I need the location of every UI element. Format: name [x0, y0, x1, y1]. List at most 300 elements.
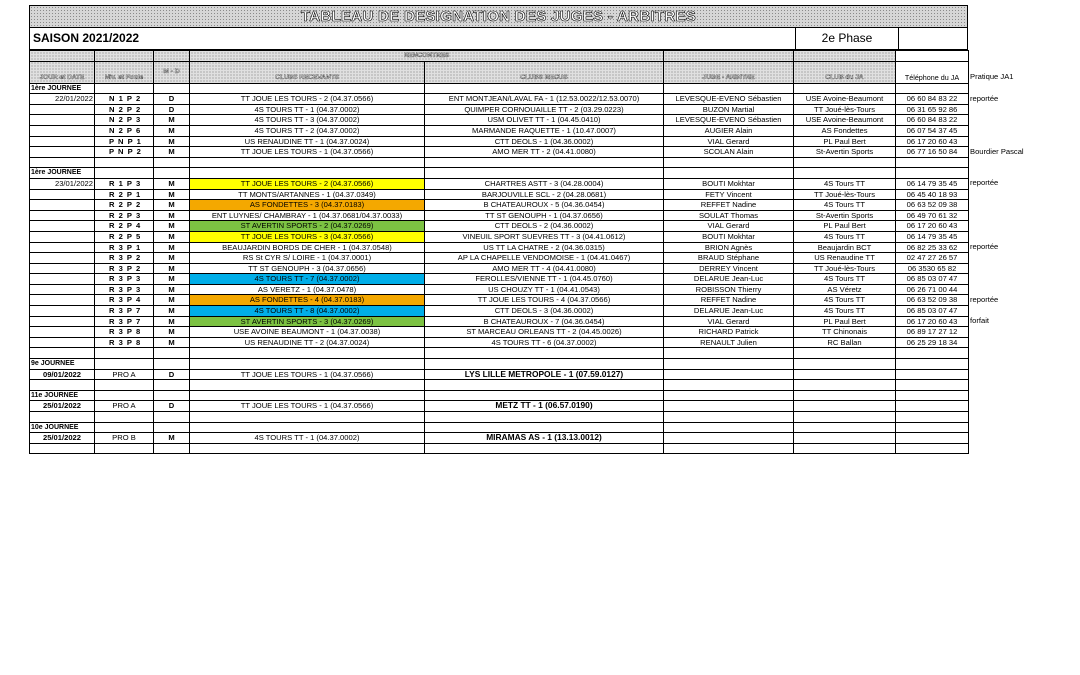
- judge-club-cell: [794, 369, 896, 380]
- empty-cell: [30, 348, 95, 359]
- away-club-cell: ST MARCEAU ORLEANS TT - 2 (04.45.0026): [425, 327, 664, 338]
- niveau-poule-cell: PRO B: [95, 433, 154, 444]
- home-club-cell: USE AVOINE BEAUMONT - 1 (04.37.0038): [190, 327, 425, 338]
- empty-cell: [794, 443, 896, 454]
- md-cell: M: [154, 295, 190, 306]
- empty-cell: [794, 83, 896, 94]
- md-cell: M: [154, 136, 190, 147]
- away-club-cell: B CHATEAUROUX - 7 (04.36.0454): [425, 316, 664, 327]
- date-cell: [30, 337, 95, 348]
- md-cell: M: [154, 210, 190, 221]
- match-row: [30, 231, 969, 242]
- niveau-poule-cell: R 3 P 8: [95, 337, 154, 348]
- empty-cell: [154, 157, 190, 168]
- empty-cell: [664, 412, 794, 423]
- home-club-cell: TT MONTS/ARTANNES - 1 (04.37.0349): [190, 189, 425, 200]
- empty-cell: [425, 422, 664, 433]
- empty-cell: [794, 157, 896, 168]
- match-row: [30, 221, 969, 232]
- md-cell: M: [154, 337, 190, 348]
- niveau-poule-cell: R 2 P 5: [95, 231, 154, 242]
- header-clubs-recevants: CLUBS RECEVANTS: [190, 61, 425, 83]
- empty-cell: [154, 390, 190, 401]
- header-row: [30, 61, 969, 83]
- home-club-cell: 4S TOURS TT - 2 (04.37.0002): [190, 125, 425, 136]
- phone-cell: 06 26 71 00 44: [896, 284, 969, 295]
- home-club-cell: US RENAUDINE TT - 1 (04.37.0024): [190, 136, 425, 147]
- judge-club-cell: PL Paul Bert: [794, 316, 896, 327]
- date-cell: [30, 263, 95, 274]
- date-cell: [30, 327, 95, 338]
- empty-cell: [896, 348, 969, 359]
- match-row: [30, 369, 969, 380]
- match-row: [30, 263, 969, 274]
- away-club-cell: ENT MONTJEAN/LAVAL FA - 1 (12.53.0022/12.53.0070): [425, 94, 664, 105]
- judge-cell: ROBISSON Thierry: [664, 284, 794, 295]
- judge-cell: [664, 369, 794, 380]
- judge-club-cell: 4S Tours TT: [794, 200, 896, 211]
- judge-club-cell: 4S Tours TT: [794, 178, 896, 189]
- phone-cell: 06 60 84 83 22: [896, 115, 969, 126]
- away-club-cell: USM OLIVET TT - 1 (04.45.0410): [425, 115, 664, 126]
- judge-cell: REFFET Nadine: [664, 200, 794, 211]
- empty-cell: [896, 422, 969, 433]
- date-cell: [30, 316, 95, 327]
- match-row: [30, 433, 969, 444]
- date-cell: [30, 115, 95, 126]
- side-note: Bourdier Pascal: [970, 147, 1024, 156]
- judge-cell: REFFET Nadine: [664, 295, 794, 306]
- away-club-cell: CHARTRES ASTT - 3 (04.28.0004): [425, 178, 664, 189]
- judge-club-cell: St-Avertin Sports: [794, 147, 896, 158]
- away-club-cell: QUIMPER CORNOUAILLE TT - 2 (03.29.0223): [425, 104, 664, 115]
- judge-club-cell: TT Joué-lès-Tours: [794, 263, 896, 274]
- home-club-cell: TT JOUE LES TOURS - 1 (04.37.0566): [190, 401, 425, 412]
- judge-club-cell: 4S Tours TT: [794, 295, 896, 306]
- judge-cell: RENAULT Julien: [664, 337, 794, 348]
- md-cell: M: [154, 221, 190, 232]
- journee-label: 1ère JOURNEE: [30, 168, 95, 179]
- judge-cell: RICHARD Patrick: [664, 327, 794, 338]
- empty-cell: [664, 359, 794, 370]
- match-row: [30, 284, 969, 295]
- judge-club-cell: TT Chinonais: [794, 327, 896, 338]
- judge-club-cell: AS Fondettes: [794, 125, 896, 136]
- away-club-cell: B CHATEAUROUX - 5 (04.36.0454): [425, 200, 664, 211]
- date-cell: [30, 136, 95, 147]
- niveau-poule-cell: R 3 P 7: [95, 316, 154, 327]
- away-club-cell: AP LA CHAPELLE VENDOMOISE - 1 (04.41.0467): [425, 253, 664, 264]
- empty-cell: [896, 168, 969, 179]
- md-cell: D: [154, 94, 190, 105]
- niveau-poule-cell: R 3 P 3: [95, 284, 154, 295]
- md-cell: M: [154, 306, 190, 317]
- md-cell: M: [154, 433, 190, 444]
- phone-cell: [896, 433, 969, 444]
- phone-cell: 06 89 17 27 12: [896, 327, 969, 338]
- side-note: forfait: [970, 316, 989, 325]
- header-juge-arbitre: JUGE - ARBITRE: [664, 61, 794, 83]
- empty-cell: [896, 157, 969, 168]
- match-row: [30, 147, 969, 158]
- phone-cell: 06 3530 65 82: [896, 263, 969, 274]
- empty-cell: [95, 390, 154, 401]
- empty-cell: [794, 412, 896, 423]
- empty-cell: [425, 168, 664, 179]
- judge-cell: DELARUE Jean-Luc: [664, 274, 794, 285]
- judge-cell: SCOLAN Alain: [664, 147, 794, 158]
- empty-cell: [425, 348, 664, 359]
- date-cell: 23/01/2022: [30, 178, 95, 189]
- header-niv-poule: Niv. et Poule: [95, 61, 154, 83]
- niveau-poule-cell: N 2 P 3: [95, 115, 154, 126]
- judge-cell: LEVESQUE-EVENO Sébastien: [664, 94, 794, 105]
- niveau-poule-cell: P N P 1: [95, 136, 154, 147]
- home-club-cell: ST AVERTIN SPORTS - 3 (04.37.0269): [190, 316, 425, 327]
- away-club-cell: CTT DEOLS - 3 (04.36.0002): [425, 306, 664, 317]
- journee-row: [30, 83, 969, 94]
- empty-cell: [154, 168, 190, 179]
- md-cell: M: [154, 178, 190, 189]
- phone-cell: 06 31 65 92 86: [896, 104, 969, 115]
- away-club-cell: METZ TT - 1 (06.57.0190): [425, 401, 664, 412]
- phone-cell: 06 17 20 60 43: [896, 221, 969, 232]
- match-row: [30, 210, 969, 221]
- journee-label: 1ère JOURNEE: [30, 83, 95, 94]
- home-club-cell: 4S TOURS TT - 3 (04.37.0002): [190, 115, 425, 126]
- empty-cell: [154, 83, 190, 94]
- home-club-cell: 4S TOURS TT - 1 (04.37.0002): [190, 433, 425, 444]
- empty-cell: [95, 412, 154, 423]
- md-cell: M: [154, 189, 190, 200]
- journee-row: [30, 168, 969, 179]
- judge-cell: DELARUE Jean-Luc: [664, 306, 794, 317]
- niveau-poule-cell: R 3 P 4: [95, 295, 154, 306]
- niveau-poule-cell: R 2 P 1: [95, 189, 154, 200]
- home-club-cell: AS VERETZ - 1 (04.37.0478): [190, 284, 425, 295]
- phone-cell: 06 17 20 60 43: [896, 316, 969, 327]
- away-club-cell: AMO MER TT - 2 (04.41.0080): [425, 147, 664, 158]
- header-jour-date: JOUR et DATE: [30, 61, 95, 83]
- empty-cell: [896, 83, 969, 94]
- match-row: [30, 242, 969, 253]
- home-club-cell: AS FONDETTES - 3 (04.37.0183): [190, 200, 425, 211]
- judge-cell: VIAL Gerard: [664, 316, 794, 327]
- away-club-cell: VINEUIL SPORT SUEVRES TT - 3 (04.41.0612): [425, 231, 664, 242]
- home-club-cell: RS St CYR S/ LOIRE - 1 (04.37.0001): [190, 253, 425, 264]
- niveau-poule-cell: R 3 P 2: [95, 253, 154, 264]
- match-row: [30, 115, 969, 126]
- md-cell: D: [154, 104, 190, 115]
- side-note: reportée: [970, 178, 999, 187]
- home-club-cell: TT JOUE LES TOURS - 2 (04.37.0566): [190, 94, 425, 105]
- empty-cell: [95, 422, 154, 433]
- empty-cell: [425, 390, 664, 401]
- spacer-row: [30, 380, 969, 391]
- match-row: [30, 136, 969, 147]
- phone-cell: 06 85 03 07 47: [896, 306, 969, 317]
- judge-cell: LEVESQUE-EVENO Sébastien: [664, 115, 794, 126]
- md-cell: M: [154, 200, 190, 211]
- designation-table: [29, 50, 969, 454]
- empty-cell: [664, 83, 794, 94]
- empty-cell: [190, 412, 425, 423]
- judge-cell: BOUTI Mokhtar: [664, 178, 794, 189]
- phone-cell: 06 63 52 09 38: [896, 200, 969, 211]
- empty-cell: [30, 412, 95, 423]
- phone-cell: 06 63 52 09 38: [896, 295, 969, 306]
- md-cell: M: [154, 274, 190, 285]
- judge-club-cell: PL Paul Bert: [794, 221, 896, 232]
- empty-cell: [154, 443, 190, 454]
- judge-cell: [664, 433, 794, 444]
- judge-club-cell: RC Ballan: [794, 337, 896, 348]
- md-cell: M: [154, 231, 190, 242]
- empty-cell: [95, 168, 154, 179]
- niveau-poule-cell: P N P 2: [95, 147, 154, 158]
- journee-row: [30, 359, 969, 370]
- niveau-poule-cell: PRO A: [95, 369, 154, 380]
- match-row: [30, 306, 969, 317]
- journee-label: 9e JOURNEE: [30, 359, 95, 370]
- empty-cell: [664, 168, 794, 179]
- judge-club-cell: 4S Tours TT: [794, 231, 896, 242]
- judge-cell: AUGIER Alain: [664, 125, 794, 136]
- phone-cell: 06 17 20 60 43: [896, 136, 969, 147]
- phase-label: 2e Phase: [796, 28, 899, 49]
- niveau-poule-cell: R 2 P 4: [95, 221, 154, 232]
- date-cell: [30, 200, 95, 211]
- md-cell: M: [154, 316, 190, 327]
- rencontres-header: RENCONTRES: [190, 51, 664, 62]
- md-cell: M: [154, 242, 190, 253]
- empty-cell: [664, 380, 794, 391]
- phone-cell: 06 14 79 35 45: [896, 178, 969, 189]
- empty-cell: [190, 168, 425, 179]
- header-row-top: [30, 51, 969, 62]
- date-cell: [30, 253, 95, 264]
- spacer-row: [30, 157, 969, 168]
- empty-cell: [896, 443, 969, 454]
- home-club-cell: TT JOUE LES TOURS - 1 (04.37.0566): [190, 369, 425, 380]
- header-telephone-ja: Téléphone du JA: [896, 61, 969, 83]
- judge-club-cell: [794, 401, 896, 412]
- empty-cell: [95, 83, 154, 94]
- empty-cell: [154, 359, 190, 370]
- empty-cell: [425, 412, 664, 423]
- date-cell: 25/01/2022: [30, 433, 95, 444]
- spacer-row: [30, 443, 969, 454]
- empty-cell: [190, 157, 425, 168]
- judge-club-cell: Beaujardin BCT: [794, 242, 896, 253]
- date-cell: [30, 189, 95, 200]
- niveau-poule-cell: R 3 P 8: [95, 327, 154, 338]
- date-cell: [30, 221, 95, 232]
- match-row: [30, 125, 969, 136]
- empty-cell: [664, 422, 794, 433]
- empty-cell: [896, 359, 969, 370]
- niveau-poule-cell: R 3 P 2: [95, 263, 154, 274]
- date-cell: [30, 125, 95, 136]
- date-cell: 22/01/2022: [30, 94, 95, 105]
- season-row: [29, 28, 968, 50]
- match-row: [30, 337, 969, 348]
- phone-cell: 02 47 27 26 57: [896, 253, 969, 264]
- phone-cell: 06 49 70 61 32: [896, 210, 969, 221]
- home-club-cell: 4S TOURS TT - 7 (04.37.0002): [190, 274, 425, 285]
- empty-cell: [896, 380, 969, 391]
- judge-cell: VIAL Gerard: [664, 136, 794, 147]
- header-club-ja: CLUB du JA: [794, 61, 896, 83]
- date-cell: [30, 284, 95, 295]
- phone-cell: [896, 369, 969, 380]
- niveau-poule-cell: PRO A: [95, 401, 154, 412]
- empty-cell: [794, 348, 896, 359]
- away-club-cell: TT ST GENOUPH - 1 (04.37.0656): [425, 210, 664, 221]
- judge-cell: DERREY Vincent: [664, 263, 794, 274]
- empty-cell: [664, 390, 794, 401]
- away-club-cell: CTT DEOLS - 2 (04.36.0002): [425, 221, 664, 232]
- empty-cell: [30, 443, 95, 454]
- home-club-cell: TT JOUE LES TOURS - 1 (04.37.0566): [190, 147, 425, 158]
- judge-cell: [664, 401, 794, 412]
- away-club-cell: US CHOUZY TT - 1 (04.41.0543): [425, 284, 664, 295]
- side-note: reportée: [970, 94, 999, 103]
- empty-cell: [190, 390, 425, 401]
- judge-cell: BOUTI Mokhtar: [664, 231, 794, 242]
- phone-cell: 06 25 29 18 34: [896, 337, 969, 348]
- home-club-cell: TT JOUE LES TOURS - 2 (04.37.0566): [190, 178, 425, 189]
- home-club-cell: TT JOUE LES TOURS - 3 (04.37.0566): [190, 231, 425, 242]
- home-club-cell: US RENAUDINE TT - 2 (04.37.0024): [190, 337, 425, 348]
- away-club-cell: TT JOUE LES TOURS - 4 (04.37.0566): [425, 295, 664, 306]
- journee-row: [30, 422, 969, 433]
- match-row: [30, 189, 969, 200]
- date-cell: [30, 306, 95, 317]
- header-clubs-recus: CLUBS RECUS: [425, 61, 664, 83]
- header-md: M - D: [154, 61, 190, 83]
- designation-sheet: [29, 5, 968, 454]
- away-club-cell: FEROLLES/VIENNE TT - 1 (04.45.0760): [425, 274, 664, 285]
- niveau-poule-cell: N 2 P 6: [95, 125, 154, 136]
- judge-cell: BUZON Martial: [664, 104, 794, 115]
- empty-cell: [425, 157, 664, 168]
- match-row: [30, 253, 969, 264]
- empty-cell: [425, 380, 664, 391]
- empty-cell: [154, 412, 190, 423]
- niveau-poule-cell: N 1 P 2: [95, 94, 154, 105]
- match-row: [30, 295, 969, 306]
- date-cell: [30, 295, 95, 306]
- empty-cell: [794, 359, 896, 370]
- md-cell: M: [154, 253, 190, 264]
- judge-club-cell: USE Avoine-Beaumont: [794, 94, 896, 105]
- empty-cell: [154, 422, 190, 433]
- phone-cell: 06 85 03 07 47: [896, 274, 969, 285]
- home-club-cell: 4S TOURS TT - 1 (04.37.0002): [190, 104, 425, 115]
- date-cell: [30, 147, 95, 158]
- season-label: SAISON 2021/2022: [30, 28, 796, 49]
- away-club-cell: CTT DEOLS - 1 (04.36.0002): [425, 136, 664, 147]
- empty-cell: [896, 390, 969, 401]
- home-club-cell: AS FONDETTES - 4 (04.37.0183): [190, 295, 425, 306]
- judge-club-cell: AS Véretz: [794, 284, 896, 295]
- judge-club-cell: [794, 433, 896, 444]
- md-cell: M: [154, 115, 190, 126]
- empty-cell: [190, 83, 425, 94]
- judge-cell: SOULAT Thomas: [664, 210, 794, 221]
- niveau-poule-cell: R 3 P 3: [95, 274, 154, 285]
- phone-cell: 06 14 79 35 45: [896, 231, 969, 242]
- judge-cell: BRAUD Stéphane: [664, 253, 794, 264]
- match-row: [30, 104, 969, 115]
- judge-club-cell: TT Joué-lès-Tours: [794, 189, 896, 200]
- match-row: [30, 200, 969, 211]
- away-club-cell: LYS LILLE METROPOLE - 1 (07.59.0127): [425, 369, 664, 380]
- journee-label: 10e JOURNEE: [30, 422, 95, 433]
- judge-club-cell: PL Paul Bert: [794, 136, 896, 147]
- away-club-cell: MIRAMAS AS - 1 (13.13.0012): [425, 433, 664, 444]
- date-cell: [30, 242, 95, 253]
- empty-cell: [95, 443, 154, 454]
- niveau-poule-cell: N 2 P 2: [95, 104, 154, 115]
- empty-cell: [95, 348, 154, 359]
- empty-cell: [154, 380, 190, 391]
- empty-cell: [30, 157, 95, 168]
- home-club-cell: 4S TOURS TT - 8 (04.37.0002): [190, 306, 425, 317]
- judge-cell: VIAL Gerard: [664, 221, 794, 232]
- side-note: reportée: [970, 295, 999, 304]
- phone-cell: 06 45 40 18 93: [896, 189, 969, 200]
- md-cell: M: [154, 147, 190, 158]
- phone-cell: 06 07 54 37 45: [896, 125, 969, 136]
- empty-cell: [95, 157, 154, 168]
- niveau-poule-cell: R 2 P 3: [95, 210, 154, 221]
- empty-cell: [896, 412, 969, 423]
- home-club-cell: TT ST GENOUPH - 3 (04.37.0656): [190, 263, 425, 274]
- away-club-cell: US TT LA CHATRE - 2 (04.36.0315): [425, 242, 664, 253]
- empty-cell: [794, 168, 896, 179]
- empty-cell: [95, 380, 154, 391]
- empty-cell: [664, 157, 794, 168]
- spacer-row: [30, 412, 969, 423]
- judge-club-cell: USE Avoine-Beaumont: [794, 115, 896, 126]
- empty-cell: [794, 422, 896, 433]
- journee-label: 11e JOURNEE: [30, 390, 95, 401]
- phone-cell: 06 77 16 50 84: [896, 147, 969, 158]
- empty-cell: [425, 359, 664, 370]
- empty-cell: [794, 390, 896, 401]
- md-cell: M: [154, 263, 190, 274]
- date-cell: [30, 274, 95, 285]
- away-club-cell: BARJOUVILLE SCL - 2 (04.28.0681): [425, 189, 664, 200]
- date-cell: 09/01/2022: [30, 369, 95, 380]
- match-row: [30, 274, 969, 285]
- match-row: [30, 327, 969, 338]
- md-cell: D: [154, 369, 190, 380]
- empty-cell: [664, 443, 794, 454]
- phone-cell: 06 60 84 83 22: [896, 94, 969, 105]
- empty-cell: [154, 348, 190, 359]
- side-note: reportée: [970, 242, 999, 251]
- home-club-cell: ENT LUYNES/ CHAMBRAY - 1 (04.37.0681/04.37.0033): [190, 210, 425, 221]
- md-cell: M: [154, 327, 190, 338]
- md-cell: M: [154, 125, 190, 136]
- md-cell: D: [154, 401, 190, 412]
- sheet-title: TABLEAU DE DESIGNATION DES JUGES - ARBITRES: [29, 5, 968, 28]
- date-cell: [30, 231, 95, 242]
- judge-club-cell: TT Joué-lès-Tours: [794, 104, 896, 115]
